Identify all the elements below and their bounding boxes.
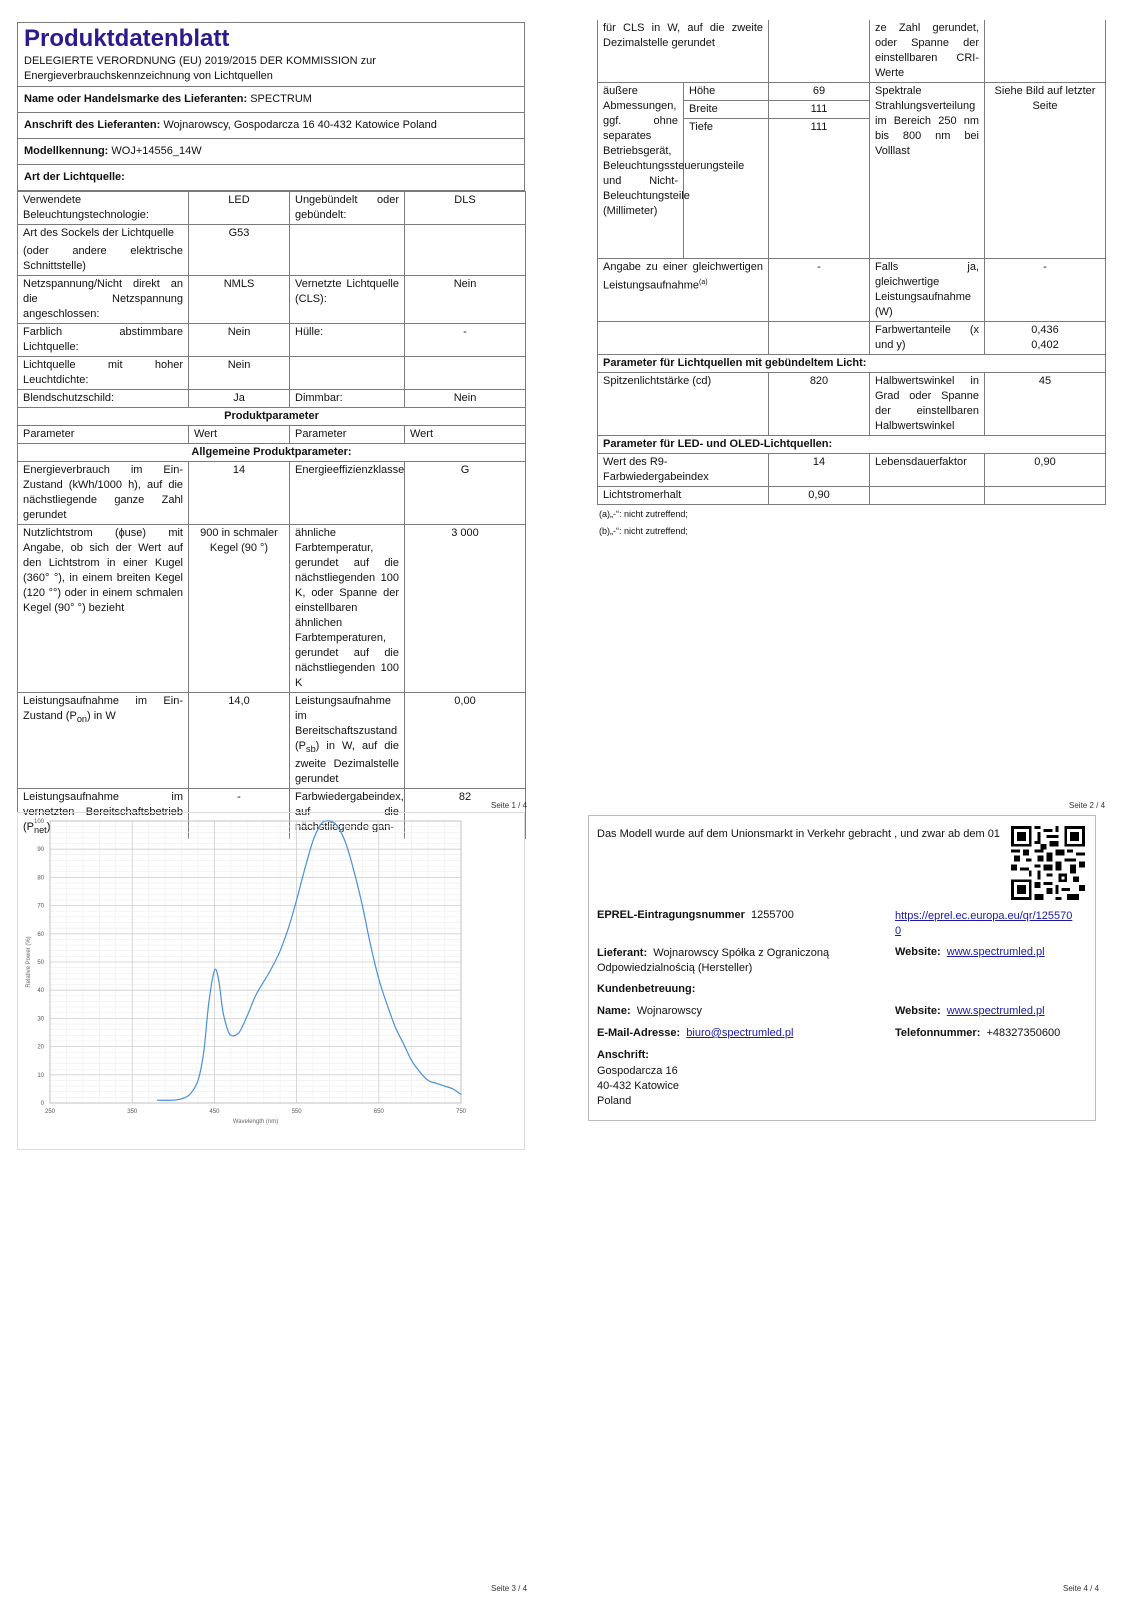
cell: 45 — [985, 372, 1106, 435]
cell: - — [769, 258, 870, 321]
regulation-text: DELEGIERTE VERORDNUNG (EU) 2019/2015 DER KOMMISSION zur Energieverbrauchskennzeichnung von Lichtquellen — [24, 55, 376, 82]
cell: NMLS — [189, 276, 290, 324]
x-tick-label: 450 — [209, 1109, 220, 1115]
phone-value: +48327350600 — [986, 1027, 1061, 1039]
model-label: Modellkennung: — [24, 145, 109, 157]
cell-text: ) in W — [87, 710, 116, 722]
website-label: Website: — [895, 946, 941, 958]
cell: 69 — [769, 83, 870, 101]
name-value: Wojnarowscy — [636, 1005, 702, 1017]
x-axis-label: Wavelength (nm) — [232, 1119, 279, 1125]
cell — [290, 225, 405, 276]
page-2 — [597, 20, 1105, 540]
cell: Vernetzte Lichtquelle (CLS): — [290, 276, 405, 324]
table-row — [18, 357, 526, 390]
table-row — [18, 390, 526, 408]
cell-text: Leistungsaufnahme im Ein-Zustand (P — [23, 695, 183, 722]
column-header: Parameter — [18, 426, 189, 444]
cell-text: Leistungsaufnahme im vernetzten Bereitschaftsbetrieb (P — [23, 791, 183, 834]
email-link[interactable]: biuro@spectrumled.pl — [686, 1027, 794, 1039]
table-row — [18, 693, 526, 789]
table-row — [18, 324, 526, 357]
cell: Lebensdauerfaktor — [870, 453, 985, 486]
section-heading: Produktparameter — [18, 408, 526, 426]
column-header: Parameter — [290, 426, 405, 444]
spectral-chart — [18, 813, 524, 1149]
cell-text: ) in W, auf die zweite Dezimalstelle gerundet — [295, 740, 399, 786]
cell — [290, 693, 405, 789]
table-row — [598, 372, 1106, 435]
table-row — [598, 83, 1106, 101]
cell: Lichtquelle mit hoher Leuchtdichte: — [18, 357, 189, 390]
cell: Falls ja, gleichwertige Leistungsaufnahme (W) — [870, 258, 985, 321]
cell: 0,90 — [985, 453, 1106, 486]
x-tick-label: 250 — [44, 1109, 56, 1115]
table-row — [598, 321, 1106, 354]
table-row — [18, 225, 526, 276]
series-line — [157, 821, 461, 1101]
y-tick-label: 0 — [40, 1101, 44, 1107]
address-label: Anschrift: — [597, 1049, 649, 1061]
cell: DLS — [405, 192, 526, 225]
table-header-row — [18, 426, 526, 444]
y-tick-label: 30 — [37, 1016, 44, 1023]
cell — [598, 258, 769, 321]
cell — [598, 321, 769, 354]
website-label: Website: — [895, 1005, 941, 1017]
table-row — [598, 20, 1106, 83]
cell — [405, 225, 526, 276]
cell: Farbwiedergabeindex, auf die nächstliegende gan- — [290, 789, 405, 840]
cell-text: ) — [46, 821, 51, 834]
cell: Breite — [684, 101, 769, 119]
supplier-table — [17, 86, 525, 191]
cell: Verwendete Beleuchtungstechnologie: — [18, 192, 189, 225]
cell: Nutzlichtstrom (ɸuse) mit Angabe, ob sich der Wert auf den Lichtstrom in einer Kugel (360° °), in einem breiten Kegel (120 °°) oder in einem schmalen Kegel (90° °) bezieht — [18, 525, 189, 693]
y-tick-label: 60 — [37, 931, 44, 938]
page-4 — [588, 815, 1096, 1121]
cell: 0,00 — [405, 693, 526, 789]
page-number: Seite 4 / 4 — [1063, 1584, 1100, 1593]
subscript: net — [34, 825, 47, 836]
cell: Ungebündelt oder gebündelt: — [290, 192, 405, 225]
cell — [684, 136, 769, 258]
y-tick-label: 50 — [37, 960, 44, 966]
cell: äußere Abmessungen, ggf. ohne separates Betriebsgerät, Beleuchtungssteuerungsteile und Nicht-Beleuchtungsteile (Millimeter) — [598, 83, 684, 259]
y-tick-label: 90 — [37, 847, 44, 854]
cell: Farbwertanteile (x und y) — [870, 321, 985, 354]
cell: 3 000 — [405, 525, 526, 693]
y-tick-label: 70 — [37, 903, 44, 910]
address-line: Poland — [597, 1095, 632, 1107]
cell — [985, 20, 1106, 83]
cell: Lichtstromerhalt — [598, 486, 769, 504]
cell-text: 0,436 — [1031, 323, 1059, 336]
cell: 900 in schmaler Kegel (90 °) — [189, 525, 290, 693]
y-tick-label: 40 — [37, 988, 44, 995]
qr-code-icon — [1011, 826, 1085, 900]
market-intro: Das Modell wurde auf dem Unionsmarkt in Verkehr gebracht , und zwar ab dem 01 — [597, 828, 1000, 840]
eprel-link[interactable]: https://eprel.ec.europa.eu/qr/1255700 — [895, 910, 1073, 937]
cell: Nein — [189, 357, 290, 390]
model-value: WOJ+14556_14W — [111, 145, 202, 157]
cell: Ja — [189, 390, 290, 408]
cell: - — [405, 324, 526, 357]
cell: Hülle: — [290, 324, 405, 357]
website-link[interactable]: www.spectrumled.pl — [946, 1005, 1045, 1017]
page-number: Seite 1 / 4 — [491, 801, 528, 810]
cell: 82 — [405, 789, 526, 840]
cell: Dimmbar: — [290, 390, 405, 408]
cell: 820 — [769, 372, 870, 435]
name-label: Name: — [597, 1005, 631, 1017]
cell: Farblich abstimmbare Lichtquelle: — [18, 324, 189, 357]
cell: Spitzenlichtstärke (cd) — [598, 372, 769, 435]
y-tick-label: 80 — [37, 875, 44, 882]
chart-ticks — [34, 819, 467, 1115]
footnote-a: (a)„-“: nicht zutreffend; — [599, 508, 688, 519]
supplier-label: Lieferant: — [597, 947, 648, 959]
y-tick-label: 10 — [37, 1072, 44, 1079]
x-tick-label: 350 — [127, 1109, 138, 1115]
cell: Nein — [405, 276, 526, 324]
section-heading: Allgemeine Produktparameter: — [18, 444, 526, 462]
page-number: Seite 3 / 4 — [491, 1584, 528, 1593]
cell: - — [985, 258, 1106, 321]
website-link[interactable]: www.spectrumled.pl — [946, 946, 1045, 958]
cell: G — [405, 462, 526, 525]
cell: ähnliche Farbtemperatur, gerundet auf die nächstliegenden 100 K, oder Spanne der einstellbaren ähnlichen Farbtemperaturen, gerundet auf die nächstliegenden 100 K — [290, 525, 405, 693]
address-line: 40-432 Katowice — [597, 1080, 679, 1092]
column-header: Wert — [189, 426, 290, 444]
address-value: Wojnarowscy, Gospodarcza 16 40-432 Katowice Poland — [163, 119, 437, 131]
table-row — [18, 192, 526, 225]
page-3 — [17, 812, 525, 1150]
cell — [290, 357, 405, 390]
cell — [870, 486, 985, 504]
y-tick-label: 20 — [37, 1044, 44, 1051]
section-heading: Parameter für LED- und OLED-Lichtquellen: — [598, 435, 1106, 453]
supplier-label: Name oder Handelsmarke des Lieferanten: — [24, 93, 248, 105]
cell — [769, 136, 870, 258]
page-1 — [17, 22, 528, 839]
footnote-ref: (a) — [699, 278, 708, 286]
cell-text: Art des Sockels der Lichtquelle — [23, 227, 175, 239]
table-row — [598, 453, 1106, 486]
cell: Energieeffizienzklasse — [290, 462, 405, 525]
table-row — [18, 276, 526, 324]
cell — [18, 693, 189, 789]
cell: Höhe — [684, 83, 769, 101]
cell: Nein — [189, 324, 290, 357]
address-label: Anschrift des Lieferanten: — [24, 119, 161, 131]
cell — [769, 321, 870, 354]
cell — [985, 486, 1106, 504]
cell: 0,90 — [769, 486, 870, 504]
cell: für CLS in W, auf die zweite Dezimalstelle gerundet — [598, 20, 769, 83]
cell: 14 — [769, 453, 870, 486]
customer-service-label: Kundenbetreuung: — [597, 983, 696, 995]
eprel-label: EPREL-Eintragungsnummer — [597, 909, 745, 921]
cell: 14 — [189, 462, 290, 525]
cell: 111 — [769, 101, 870, 119]
x-tick-label: 650 — [373, 1109, 384, 1115]
supplier-value: Wojnarowscy Spółka z Ograniczoną Odpowiedzialnością (Hersteller) — [597, 947, 830, 974]
footnote-b: (b)„-“: nicht zutreffend; — [599, 525, 688, 536]
cell — [985, 321, 1106, 354]
subscript: on — [76, 714, 87, 725]
cell: 14,0 — [189, 693, 290, 789]
cell: - — [189, 789, 290, 840]
email-label: E-Mail-Adresse: — [597, 1027, 681, 1039]
cell-text: Leistungsaufnahme im Bereitschaftszustand (P — [295, 695, 398, 752]
page-title: Produktdatenblatt — [24, 25, 230, 52]
chart-grid — [50, 821, 461, 1103]
cell: Siehe Bild auf letzter Seite — [985, 83, 1106, 259]
address-block — [597, 1064, 679, 1109]
cell: Tiefe — [684, 119, 769, 137]
header-block — [17, 22, 525, 86]
x-tick-label: 750 — [455, 1109, 467, 1115]
cell: Blendschutzschild: — [18, 390, 189, 408]
cell: Nein — [405, 390, 526, 408]
cell — [769, 20, 870, 83]
cell: G53 — [189, 225, 290, 276]
cell: Spektrale Strahlungsverteilung im Bereich 250 nm bis 800 nm bei Volllast — [870, 83, 985, 259]
product-table — [17, 191, 526, 839]
supplier-value: SPECTRUM — [250, 93, 312, 105]
x-tick-label: 550 — [291, 1109, 302, 1115]
type-heading: Art der Lichtquelle: — [18, 165, 525, 191]
cell-text: 0,402 — [1031, 338, 1059, 351]
table-row — [18, 525, 526, 693]
cell-text: Angabe zu einer gleichwertigen Leistungsaufnahme — [603, 260, 763, 292]
cell: LED — [189, 192, 290, 225]
table-row — [18, 462, 526, 525]
product-table-continued — [597, 20, 1106, 505]
y-tick-label: 100 — [33, 819, 44, 825]
cell-text: (oder andere elektrische Schnittstelle) — [23, 245, 183, 272]
cell: Netzspannung/Nicht direkt an die Netzspannung angeschlossen: — [18, 276, 189, 324]
cell: Energieverbrauch im Ein-Zustand (kWh/1000 h), auf die nächstliegende ganze Zahl gerundet — [18, 462, 189, 525]
cell: Wert des R9-Farbwiedergabeindex — [598, 453, 769, 486]
cell: ze Zahl gerundet, oder Spanne der einstellbaren CRI-Werte — [870, 20, 985, 83]
cell: 111 — [769, 119, 870, 137]
section-heading: Parameter für Lichtquellen mit gebündeltem Licht: — [598, 354, 1106, 372]
subscript: sb — [306, 744, 316, 755]
eprel-value: 1255700 — [751, 909, 794, 921]
page-number: Seite 2 / 4 — [1069, 801, 1106, 810]
cell — [405, 357, 526, 390]
address-line: Gospodarcza 16 — [597, 1065, 678, 1077]
table-row — [598, 486, 1106, 504]
table-row — [598, 258, 1106, 321]
cell — [18, 225, 189, 276]
column-header: Wert — [405, 426, 526, 444]
cell: Halbwertswinkel in Grad oder Spanne der einstellbaren Halbwertswinkel — [870, 372, 985, 435]
phone-label: Telefonnummer: — [895, 1027, 981, 1039]
y-axis-label: Relative Power (%) — [26, 936, 32, 988]
